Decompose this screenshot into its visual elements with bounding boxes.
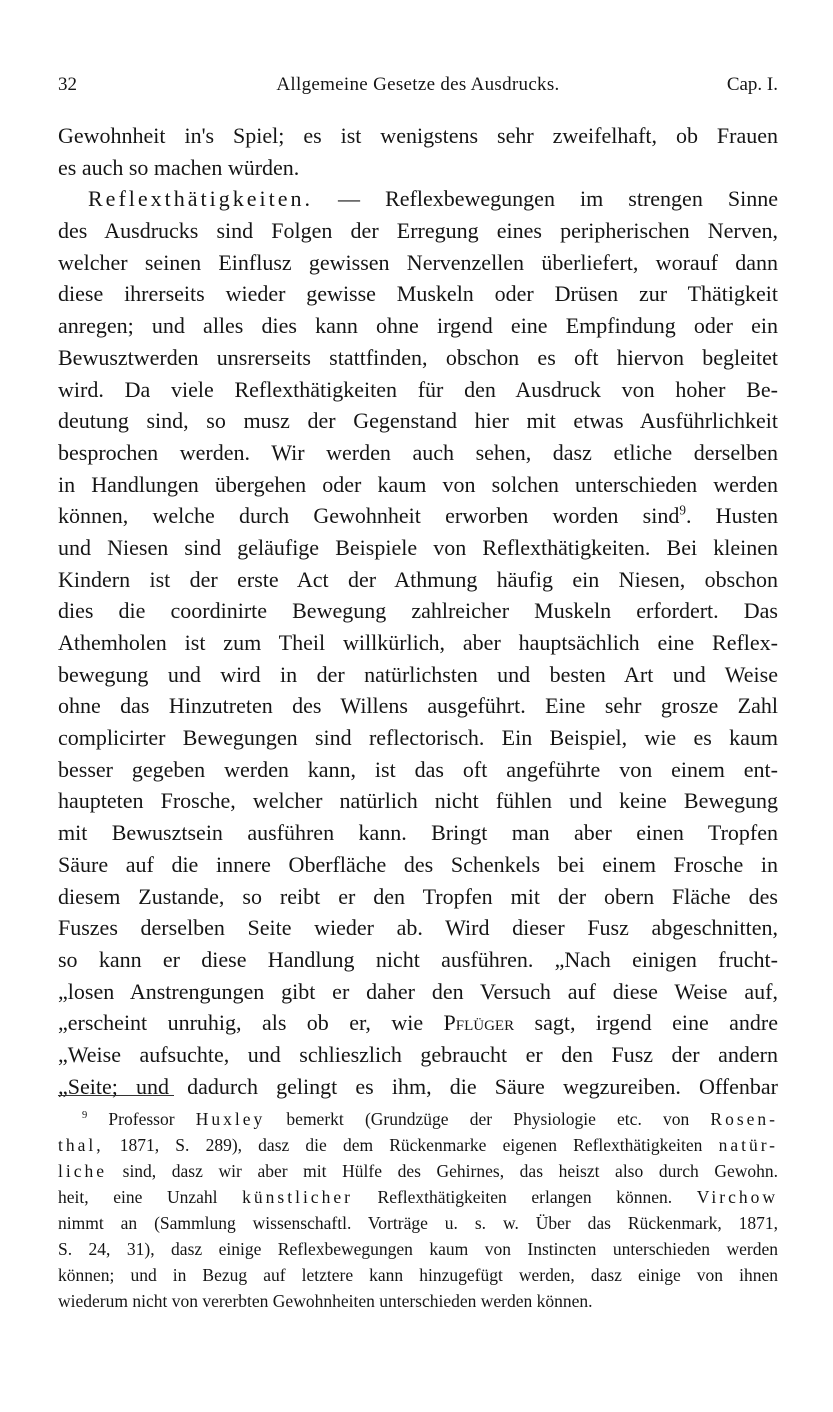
- text-segment: so kann er diese Handlung nicht ausführen. „Nach einigen frucht-: [58, 946, 778, 972]
- text-segment: Gewohnheit in's Spiel; es ist wenigstens sehr zweifelhaft, ob Frauen: [58, 123, 778, 148]
- body-line: [58, 564, 778, 596]
- body-line: [58, 278, 778, 310]
- footnote-line: [58, 1132, 778, 1158]
- text-segment: „erscheint unruhig, als ob er, wie: [58, 1010, 444, 1036]
- text-segment: Säure auf die innere Oberfläche des Schenkels bei einem Frosche in: [58, 851, 778, 877]
- text-segment: sagt, irgend eine andre: [514, 1010, 778, 1036]
- body-line: [58, 310, 778, 342]
- text-segment: können; und in Bezug auf letztere kann hinzugefügt werden, dasz einige von ihnen: [58, 1265, 778, 1285]
- body-line: [58, 183, 778, 215]
- body-line: [58, 690, 778, 722]
- body-line: [58, 849, 778, 881]
- body-text: [58, 120, 778, 1102]
- body-line: [58, 500, 778, 532]
- body-line: [58, 754, 778, 786]
- text-segment: können, welche durch Gewohnheit erworben worden sind: [58, 503, 680, 529]
- text-segment: nimmt an (Sammlung wissenschaftl. Vorträge u. s. w. Über das Rückenmark, 1871,: [58, 1213, 778, 1233]
- body-line: [58, 1039, 778, 1071]
- body-line: [58, 817, 778, 849]
- body-line: [58, 1071, 778, 1103]
- text-segment: künstlicher: [242, 1187, 353, 1207]
- footnotes: [58, 1106, 778, 1314]
- text-segment: Virchow: [696, 1187, 778, 1207]
- text-segment: S. 24, 31), dasz einige Reflexbewegungen kaum von Instincten unterschieden werden: [58, 1239, 778, 1259]
- text-segment: „Weise aufsuchte, und schlieszlich gebraucht er den Fusz der andern: [58, 1041, 778, 1067]
- text-segment: in Handlungen übergehen oder kaum von solchen unterschieden werden: [58, 471, 778, 497]
- text-segment: welcher seinen Einflusz gewissen Nervenzellen überliefert, worauf dann: [58, 249, 778, 275]
- body-line: [58, 1007, 778, 1039]
- text-segment: bewegung und wird in der natürlichsten und besten Art und Weise: [58, 661, 778, 687]
- text-segment: besprochen werden. Wir werden auch sehen, dasz etliche derselben: [58, 439, 778, 465]
- text-segment: es auch so machen würden.: [58, 154, 300, 180]
- text-segment: Bewusztwerden unsrerseits stattfinden, obschon es oft hiervon begleitet: [58, 344, 778, 370]
- footnote-marker: 9: [82, 1110, 88, 1122]
- footnote-line: [58, 1184, 778, 1210]
- footnote-line: [58, 1262, 778, 1288]
- body-line: [58, 722, 778, 754]
- text-segment: — Reflexbewegungen im strengen Sinne: [313, 186, 778, 212]
- text-segment: bemerkt (Grundzüge der Physiologie etc. von: [265, 1109, 711, 1129]
- text-segment: liche: [58, 1161, 108, 1181]
- text-segment: „losen Anstrengungen gibt er daher den Versuch auf diese Weise auf,: [58, 978, 778, 1004]
- text-segment: des Ausdrucks sind Folgen der Erregung eines peripherischen Nerven,: [58, 218, 778, 244]
- text-segment: und Niesen sind geläufige Beispiele von Reflexthätigkeiten. Bei kleinen: [58, 534, 778, 560]
- footnote-line: [58, 1158, 778, 1184]
- body-line: [58, 659, 778, 691]
- text-segment: dies die coordinirte Bewegung zahlreicher Muskeln erfordert. Das: [58, 598, 778, 624]
- page-number: 32: [58, 74, 77, 95]
- text-segment: Rosen-: [710, 1109, 778, 1129]
- body-line: [58, 912, 778, 944]
- footnote-marker: 9: [679, 502, 686, 518]
- text-segment: wird. Da viele Reflexthätigkeiten für den Ausdruck von hoher Be-: [58, 376, 778, 402]
- text-segment: „Seite; und dadurch gelingt es ihm, die Säure wegzureiben. Offenbar: [58, 1073, 778, 1099]
- text-segment: natür-: [718, 1135, 778, 1155]
- body-line: [58, 152, 778, 184]
- text-segment: Pflüger: [443, 1010, 515, 1036]
- body-line: [58, 595, 778, 627]
- body-line: [58, 944, 778, 976]
- text-segment: Athemholen ist zum Theil willkürlich, aber hauptsächlich eine Reflex-: [58, 630, 778, 655]
- footnote-line: [58, 1106, 778, 1132]
- page-header: [58, 74, 778, 102]
- text-segment: Huxley: [195, 1109, 266, 1129]
- footnote-line: [58, 1236, 778, 1262]
- text-segment: besser gegeben werden kann, ist das oft angeführte von einem ent-: [58, 756, 778, 782]
- text-segment: diese ihrerseits wieder gewisse Muskeln oder Drüsen zur Thätigkeit: [58, 281, 778, 307]
- body-line: [58, 342, 778, 374]
- text-segment: heit, eine Unzahl: [58, 1187, 243, 1207]
- body-line: [58, 469, 778, 501]
- body-line: [58, 532, 778, 564]
- text-segment: Reflexthätigkeiten.: [88, 186, 313, 212]
- body-line: [58, 405, 778, 437]
- text-segment: deutung sind, so musz der Gegenstand hier mit etwas Ausführlichkeit: [58, 408, 778, 434]
- body-line: [58, 247, 778, 279]
- text-segment: mit Bewusztsein ausführen kann. Bringt man aber einen Tropfen: [58, 820, 778, 846]
- chapter-label: Cap. I.: [726, 74, 778, 95]
- body-line: [58, 120, 778, 152]
- text-segment: ohne das Hinzutreten des Willens ausgeführt. Eine sehr grosze Zahl: [58, 693, 778, 719]
- body-line: [58, 215, 778, 247]
- text-segment: 1871, S. 289), dasz die dem Rückenmarke eigenen Reflexthätigkeiten: [103, 1135, 719, 1155]
- text-segment: sind, dasz wir aber mit Hülfe des Gehirnes, das heiszt also durch Gewohn.: [107, 1161, 778, 1181]
- text-segment: Fuszes derselben Seite wieder ab. Wird dieser Fusz abgeschnitten,: [58, 915, 778, 941]
- body-line: [58, 785, 778, 817]
- text-segment: haupteten Frosche, welcher natürlich nicht fühlen und keine Bewegung: [58, 788, 778, 814]
- text-segment: Kindern ist der erste Act der Athmung häufig ein Niesen, obschon: [58, 566, 778, 592]
- text-segment: complicirter Bewegungen sind reflectorisch. Ein Beispiel, wie es kaum: [58, 725, 778, 751]
- text-segment: diesem Zustande, so reibt er den Tropfen mit der obern Fläche des: [58, 883, 778, 909]
- body-line: [58, 627, 778, 659]
- footnote-line: [58, 1210, 778, 1236]
- footnote-rule: [58, 1095, 174, 1096]
- text-segment: wiederum nicht von vererbten Gewohnheiten unterschieden werden können.: [58, 1291, 593, 1311]
- body-line: [58, 881, 778, 913]
- running-title: Allgemeine Gesetze des Ausdrucks.: [276, 74, 560, 95]
- text-segment: Reflexthätigkeiten erlangen können.: [352, 1187, 697, 1207]
- text-segment: thal,: [58, 1135, 104, 1155]
- body-line: [58, 437, 778, 469]
- text-segment: anregen; und alles dies kann ohne irgend eine Empfindung oder ein: [58, 313, 778, 339]
- footnote-line: [58, 1288, 778, 1314]
- body-line: [58, 374, 778, 406]
- text-segment: . Husten: [685, 503, 779, 529]
- text-segment: Professor: [87, 1109, 196, 1129]
- body-line: [58, 976, 778, 1008]
